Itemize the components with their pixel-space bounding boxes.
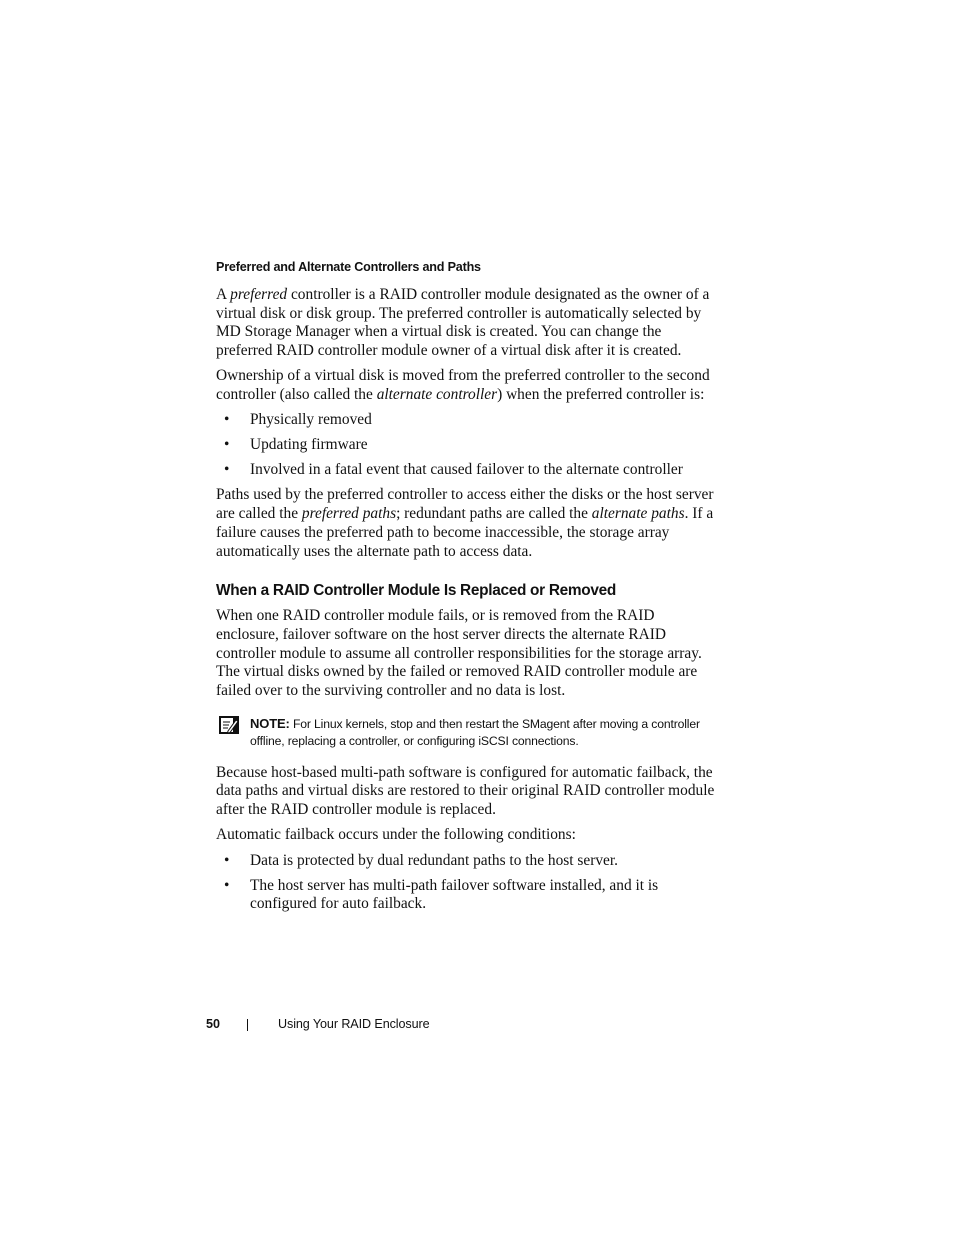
section-heading: Preferred and Alternate Controllers and Paths xyxy=(216,260,481,274)
list-item xyxy=(216,852,716,871)
paragraph-ownership xyxy=(216,367,716,404)
list-item-text: Data is protected by dual redundant paths to the host server. xyxy=(250,851,618,869)
note-text: For Linux kernels, stop and then restart the SMagent after moving a controller offline, replacing a controller, or configuring iSCSI connections. xyxy=(250,716,700,748)
italic-term: alternate controller xyxy=(376,386,498,404)
list-item xyxy=(216,461,716,480)
italic-term: preferred paths xyxy=(301,505,397,523)
list-item xyxy=(216,877,716,914)
bullet: • xyxy=(224,436,230,454)
text-run: ) when the preferred controller is: xyxy=(497,386,705,404)
text-run: controller is a RAID controller module designated as the owner of a virtual disk or disk group. The preferred controller is automatically selected by MD Storage Manager when a virtual disk is created. You can change the preferred RAID controller module owner of a virtual disk after it is created. xyxy=(216,286,710,360)
failover-reasons-list xyxy=(216,411,716,480)
list-item-text: The host server has multi-path failover software installed, and it is configured for auto failback. xyxy=(250,876,659,913)
bullet: • xyxy=(224,461,230,479)
note-label: NOTE: xyxy=(250,715,290,731)
paragraph-failover: When one RAID controller module fails, or is removed from the RAID enclosure, failover software on the host server directs the alternate RAID controller module to assume all controller responsibilities for the storage array. The virtual disks owned by the failed or removed RAID controller module are failed over to the surviving controller and no data is lost. xyxy=(216,607,702,700)
paragraph-preferred-controller xyxy=(216,286,716,361)
text-run: Ownership of a virtual disk is moved from the preferred controller to the second controller (also called the xyxy=(216,367,710,404)
bullet: • xyxy=(224,876,230,894)
bullet: • xyxy=(224,851,230,869)
list-item xyxy=(216,436,716,455)
list-item-text: Updating firmware xyxy=(250,436,368,454)
footer-section-title: Using Your RAID Enclosure xyxy=(278,1017,430,1031)
footer-divider xyxy=(247,1019,248,1031)
list-item xyxy=(216,411,716,430)
note-pencil-icon xyxy=(219,716,239,734)
italic-term: preferred xyxy=(230,286,288,303)
text-run: ; redundant paths are called the xyxy=(396,505,592,523)
italic-term: alternate paths xyxy=(591,505,685,523)
list-item-text: Involved in a fatal event that caused failover to the alternate controller xyxy=(250,461,683,479)
paragraph-failback: Because host-based multi-path software is configured for automatic failback, the data paths and virtual disks are restored to their original RAID controller module after the RAID controller module is replaced. xyxy=(216,763,715,819)
bullet: • xyxy=(224,411,230,429)
text-run: . If a failure causes the preferred path to become inaccessible, the storage array automatically uses the alternate path to access data. xyxy=(216,505,714,560)
paragraph-paths xyxy=(216,486,716,561)
page-body xyxy=(216,258,716,920)
page-number: 50 xyxy=(206,1017,221,1031)
failback-conditions-list xyxy=(216,852,716,914)
note-box xyxy=(216,715,716,750)
paragraph-conditions-intro: Automatic failback occurs under the following conditions: xyxy=(216,826,576,844)
subheading: When a RAID Controller Module Is Replaced or Removed xyxy=(216,582,617,600)
list-item-text: Physically removed xyxy=(250,411,372,429)
text-run: Paths used by the preferred controller to access either the disks or the host server are called the xyxy=(216,486,714,523)
text-run: A xyxy=(216,286,231,303)
